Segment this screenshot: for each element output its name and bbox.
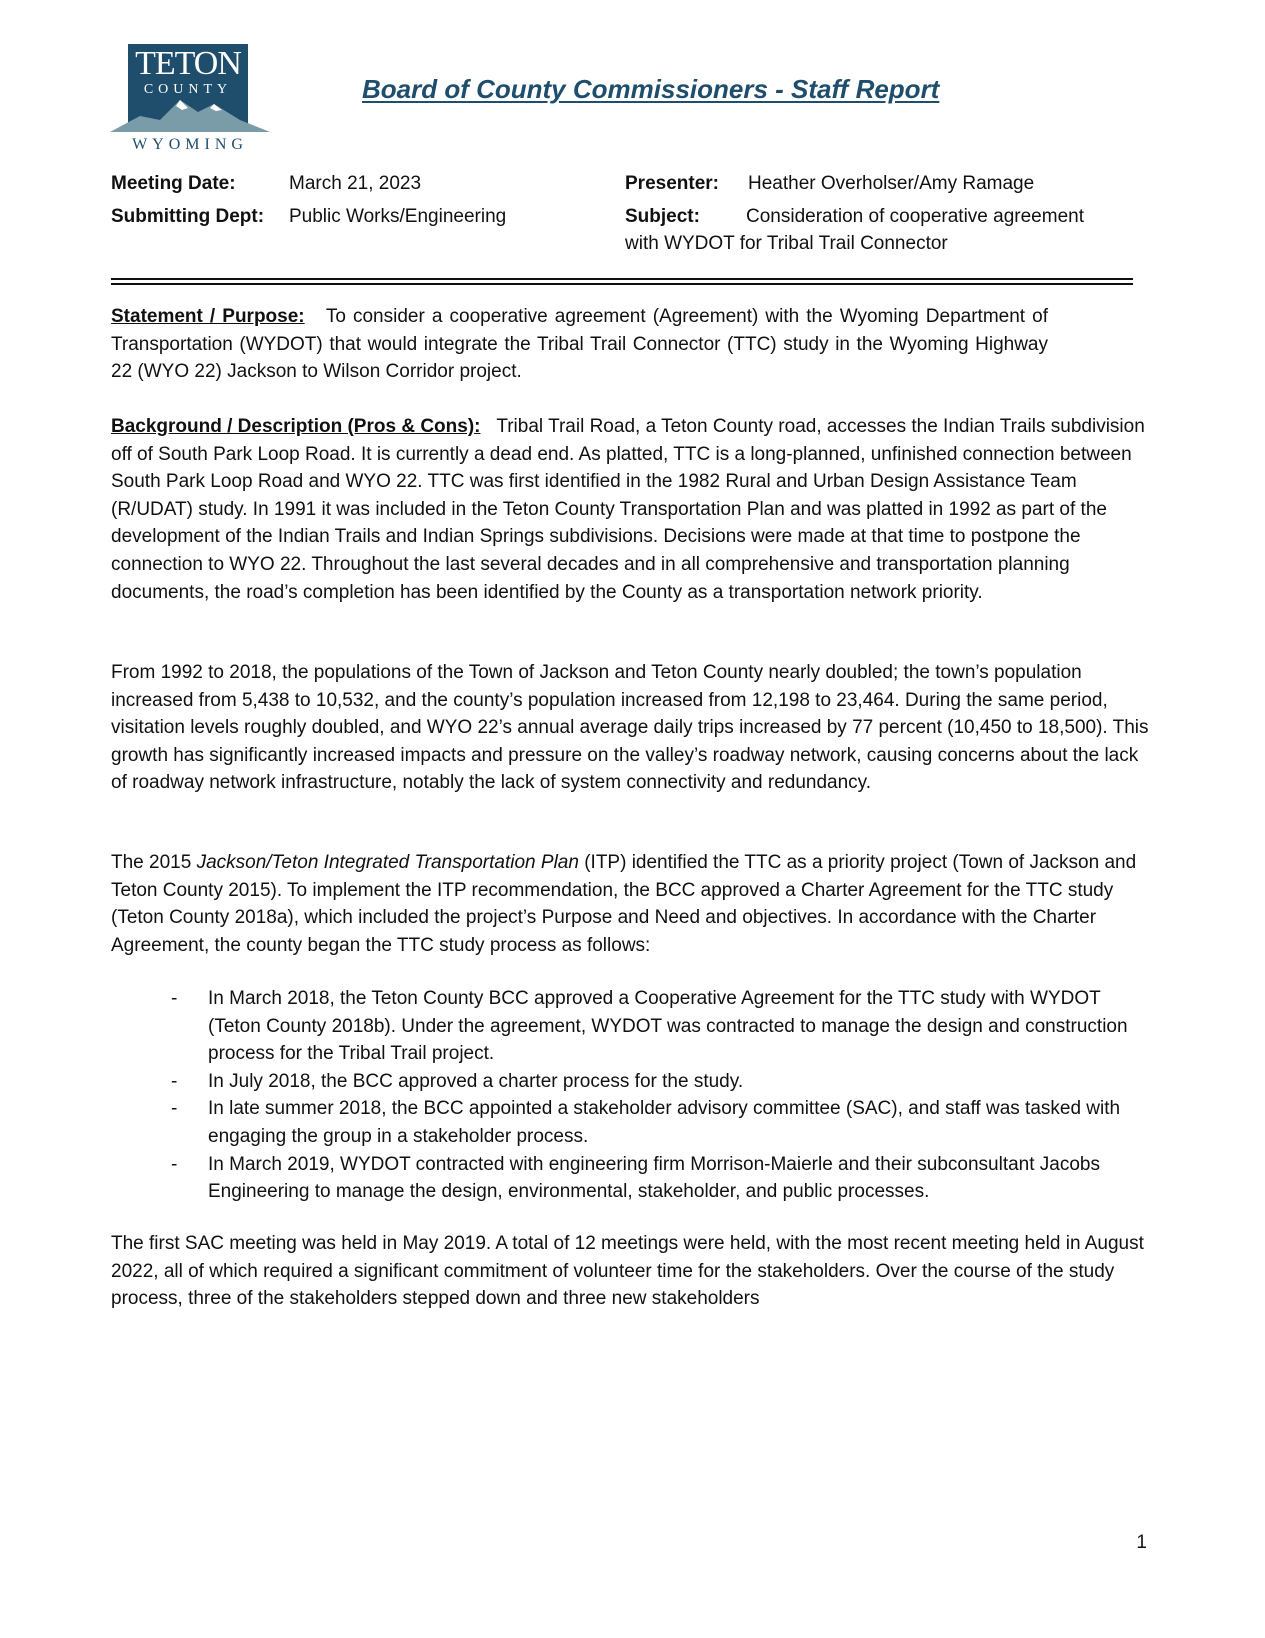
subject-value-line1: Consideration of cooperative agreement xyxy=(746,206,1084,227)
logo-county-text: COUNTY xyxy=(143,82,233,97)
itp-plan-title: Jackson/Teton Integrated Transportation Plan xyxy=(196,852,579,873)
list-dash: - xyxy=(171,1098,178,1120)
meeting-date-value: March 21, 2023 xyxy=(289,173,422,194)
list-item xyxy=(111,1151,1151,1206)
list-item xyxy=(111,985,1151,1068)
teton-county-logo xyxy=(110,42,270,154)
list-item-text: In July 2018, the BCC approved a charter process for the study. xyxy=(208,1070,744,1092)
statement-purpose-text: To consider a cooperative agreement (Agreement) with the Wyoming Department of Transportation (WYDOT) that would integrate the Tribal Trail Connector (TTC) study in the Wyoming Highway 22 (WYO 22) Jackson to Wilson Corridor project. xyxy=(111,306,1048,383)
study-process-list xyxy=(111,985,1151,1206)
list-item-text: In March 2018, the Teton County BCC approved a Cooperative Agreement for the TTC study with WYDOT (Teton County 2018b). Under the agreement, WYDOT was contracted to manage the design and construction process for the Tribal Trail project. xyxy=(208,988,1128,1065)
itp-prefix: The 2015 xyxy=(111,852,197,873)
logo-teton-text: TETON xyxy=(135,45,241,82)
list-dash: - xyxy=(171,988,178,1009)
presenter-value: Heather Overholser/Amy Ramage xyxy=(748,173,1035,194)
list-item xyxy=(111,1068,1151,1096)
sac-paragraph: The first SAC meeting was held in May 2019. A total of 12 meetings were held, with the most recent meeting held in August 2022, all of which required a significant commitment of volunteer time for the stakeholders. Over the course of the study process, three of the stakeholders stepped down and three new stakeholders xyxy=(111,1233,1144,1310)
statement-purpose-label: Statement / Purpose: xyxy=(111,306,305,327)
presenter-label: Presenter: xyxy=(625,173,719,194)
background-description xyxy=(111,413,1151,606)
list-item xyxy=(111,1095,1151,1150)
submitting-dept-value: Public Works/Engineering xyxy=(289,206,507,227)
list-item-text: In March 2019, WYDOT contracted with engineering firm Morrison-Maierle and their subconsultant Jacobs Engineering to manage the design, environmental, stakeholder, and public processes. xyxy=(208,1153,1100,1203)
meeting-date-label: Meeting Date: xyxy=(111,173,236,194)
list-dash: - xyxy=(171,1070,178,1092)
page-number: 1 xyxy=(1136,1532,1147,1553)
itp-suffix: (ITP) identified the TTC as a priority project (Town of Jackson and Teton County 2015). To implement the ITP recommendation, the BCC approved a Charter Agreement for the TTC study (Teton County 2018a), which included the project’s Purpose and Need and objectives. In accordance with the Charter Agreement, the county began the TTC study process as follows: xyxy=(111,852,1137,956)
statement-purpose xyxy=(111,303,1048,386)
mountain-icon xyxy=(110,90,270,140)
header-divider-top xyxy=(111,278,1133,280)
report-title: Board of County Commissioners - Staff Report xyxy=(362,74,940,104)
subject-value-line2: with WYDOT for Tribal Trail Connector xyxy=(625,233,948,254)
list-item-text: In late summer 2018, the BCC appointed a stakeholder advisory committee (SAC), and staff was tasked with engaging the group in a stakeholder process. xyxy=(208,1098,1121,1147)
population-paragraph: From 1992 to 2018, the populations of the Town of Jackson and Teton County nearly doubled; the town’s population increased from 5,438 to 10,532, and the county’s population increased from 12,198 to 23,464. During the same period, visitation levels roughly doubled, and WYO 22’s annual average daily trips increased by 77 percent (10,450 to 18,500). This growth has significantly increased impacts and pressure on the valley’s roadway network, causing concerns about the lack of roadway network infrastructure, notably the lack of system connectivity and redundancy. xyxy=(111,662,1149,794)
header-divider-bottom xyxy=(111,283,1133,285)
list-dash: - xyxy=(171,1153,178,1175)
background-text: Tribal Trail Road, a Teton County road, accesses the Indian Trails subdivision off of South Park Loop Road. It is currently a dead end. As platted, TTC is a long-planned, unfinished connection between South Park Loop Road and WYO 22. TTC was first identified in the 1982 Rural and Urban Design Assistance Team (R/UDAT) study. In 1991 it was included in the Teton County Transportation Plan and was platted in 1992 as part of the development of the Indian Trails and Indian Springs subdivisions. Decisions were made at that time to postpone the connection to WYO 22. Throughout the last several decades and in all comprehensive and transportation planning documents, the road’s completion has been identified by the County as a transportation network priority. xyxy=(111,416,1145,603)
subject-label: Subject: xyxy=(625,206,700,227)
submitting-dept-label: Submitting Dept: xyxy=(111,206,265,227)
logo-wyoming-text: WYOMING xyxy=(132,136,248,153)
background-label: Background / Description (Pros & Cons): xyxy=(111,416,481,437)
itp-paragraph xyxy=(111,849,1151,959)
